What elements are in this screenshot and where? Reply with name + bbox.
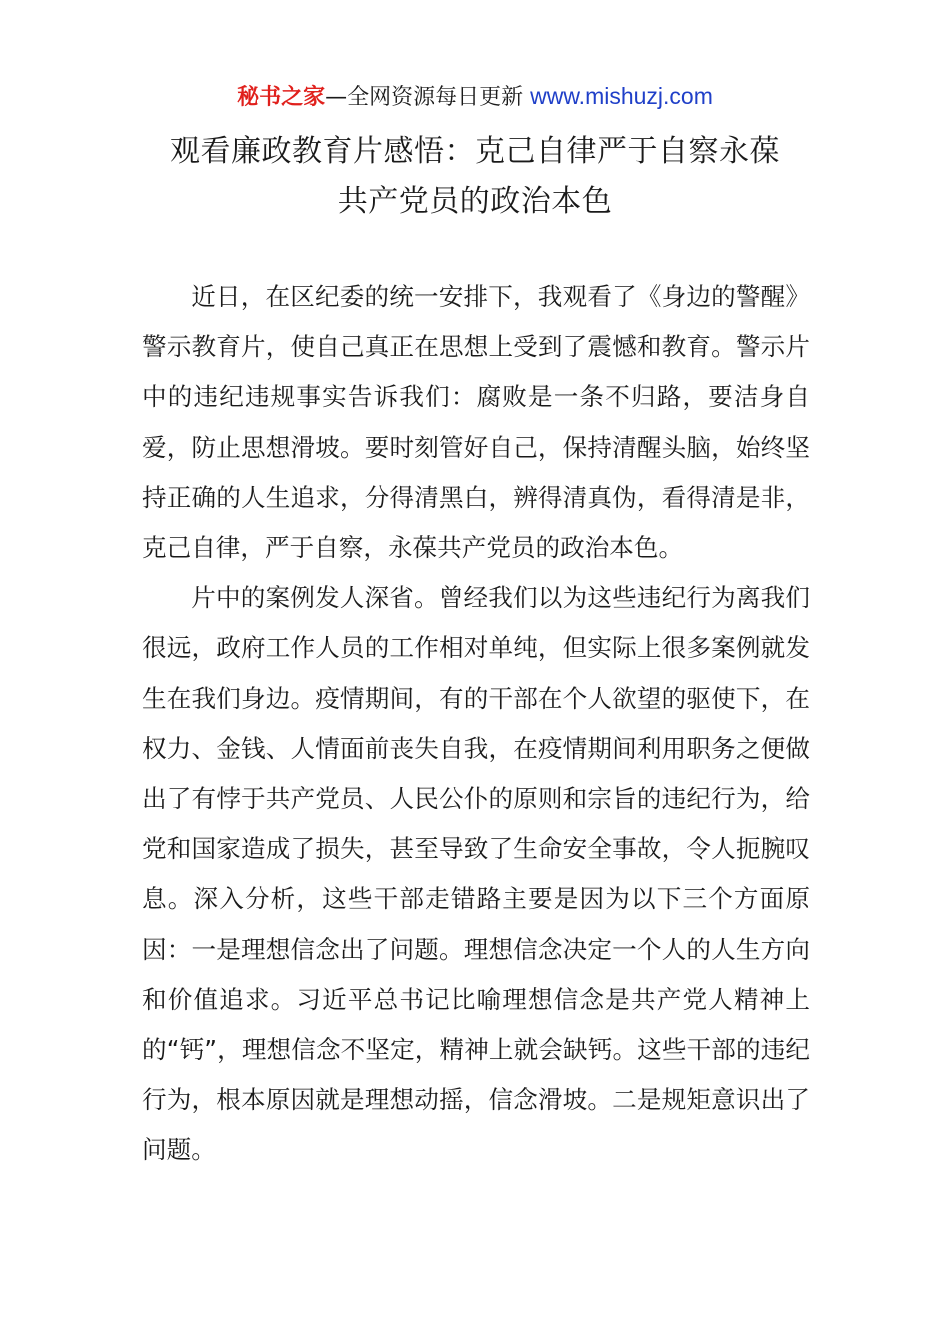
document-title-line-1: 观看廉政教育片感悟：克己自律严于自察永葆: [170, 134, 780, 169]
paragraph-2: 片中的案例发人深省。曾经我们以为这些违纪行为离我们很远，政府工作人员的工作相对单纯，但实际上很多案例就发生在我们身边。疫情期间，有的干部在个人欲望的驱使下，在权力、金钱、人情面前丧失自我，在疫情期间利用职务之便做出了有悖于共产党员、人民公仆的原则和宗旨的违纪行为，给党和国家造成了损失，甚至导致了生命安全事故，令人扼腕叹息。深入分析，这些干部走错路主要是因为以下三个方面原因：一是理想信念出了问题。理想信念决定一个人的人生方向和价值追求。习近平总书记比喻理想信念是共产党人精神上的“钙”，理想信念不坚定，精神上就会缺钙。这些干部的违纪行为，根本原因就是理想动摇，信念滑坡。二是规矩意识出了问题。: [142, 583, 810, 1165]
document-title-line-2: 共产党员的政治本色: [337, 184, 613, 219]
site-url-link[interactable]: www.mishuzj.com: [530, 83, 713, 109]
site-header: [0, 80, 950, 114]
document-title: [140, 127, 810, 227]
site-tagline: —全网资源每日更新: [325, 85, 524, 110]
site-brand: 秘书之家: [237, 85, 326, 110]
document-body: [142, 272, 810, 1176]
paragraph-1: 近日，在区纪委的统一安排下，我观看了《身边的警醒》警示教育片，使自己真正在思想上受到了震憾和教育。警示片中的违纪违规事实告诉我们：腐败是一条不归路，要洁身自爱，防止思想滑坡。要时刻管好自己，保持清醒头脑，始终坚持正确的人生追求，分得清黑白，辨得清真伪，看得清是非，克己自律，严于自察，永葆共产党员的政治本色。: [142, 282, 810, 563]
